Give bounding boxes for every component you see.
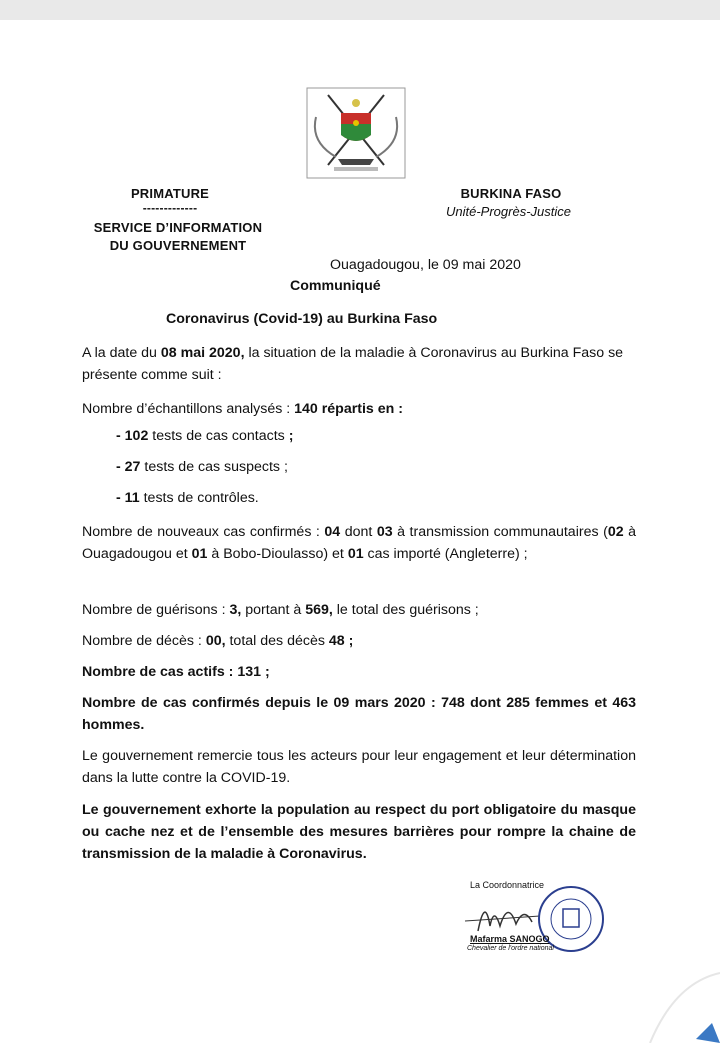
primature-label: PRIMATURE (130, 186, 210, 201)
text-fragment: dont (340, 524, 377, 540)
bullet-text: tests de cas contacts (148, 428, 289, 444)
signatory-name: Mafarma SANOGO (470, 934, 550, 944)
bullet-end: ; (288, 428, 294, 444)
intro-paragraph (82, 342, 636, 386)
service-label: SERVICE D’INFORMATION (93, 220, 263, 235)
date-line: Ouagadougou, le 09 mai 2020 (330, 257, 521, 273)
text-fragment: Nombre de guérisons : (82, 602, 230, 618)
text-fragment: le total des guérisons ; (332, 602, 479, 618)
bullet-dash: - (116, 459, 125, 475)
active-cases-line: Nombre de cas actifs : 131 ; (82, 664, 270, 680)
signature-role: La Coordonnatrice (470, 880, 545, 890)
text-fragment: portant à (241, 602, 306, 618)
text-fragment: à Ouagadougou et (82, 524, 637, 562)
number-fragment: 03 (376, 524, 393, 540)
samples-line (82, 398, 636, 420)
samples-label: Nombre d’échantillons analysés : (82, 401, 295, 417)
list-item (116, 428, 293, 444)
text-fragment: à Bobo-Dioulasso) et (207, 546, 348, 562)
text-fragment: cas importé (Angleterre) ; (363, 546, 528, 562)
number-fragment: 01 (347, 546, 364, 562)
intro-text-c: la situation de la maladie à Coronavirus au Burkina Faso se présente comme suit : (82, 345, 624, 383)
number-fragment: 01 (191, 546, 208, 562)
text-fragment: total des décès (225, 633, 329, 649)
bullet-text: tests de contrôles. (139, 490, 259, 506)
coat-of-arms-icon (306, 87, 406, 179)
signatory-title: Chevalier de l'ordre national (467, 945, 554, 952)
number-fragment: 3, (229, 602, 242, 618)
number-fragment: 48 ; (328, 633, 354, 649)
thanks-paragraph: Le gouvernement remercie tous les acteurs pour leur engagement et leur détermination dans la lutte contre la COVID-19. (82, 748, 636, 786)
motto-label: Unité-Progrès-Justice (446, 204, 571, 219)
number-fragment: 00, (205, 633, 226, 649)
bullet-number: 11 (124, 490, 140, 506)
bullet-number: 27 (124, 459, 141, 475)
number-fragment: 02 (607, 524, 624, 540)
number-fragment: 569, (305, 602, 333, 618)
page-curl-decoration (620, 963, 720, 1043)
new-cases-paragraph (82, 521, 636, 565)
bullet-number: 102 (124, 428, 149, 444)
intro-date: 08 mai 2020, (160, 345, 245, 361)
number-fragment: 04 (324, 524, 341, 540)
intro-text-a: A la date du (82, 345, 161, 361)
subject-line: Coronavirus (Covid-19) au Burkina Faso (166, 311, 438, 327)
samples-count: 140 répartis en : (294, 401, 403, 417)
bullet-dash: - (116, 428, 125, 444)
bullet-text: tests de cas suspects ; (140, 459, 288, 475)
exhort-paragraph: Le gouvernement exhorte la population au respect du port obligatoire du masque ou cache nez et de l’ensemble des mesures barrières pour rompre la chaine de transmission de la maladie à Coronavirus. (82, 802, 636, 862)
text-fragment: Nombre de décès : (82, 633, 206, 649)
country-label: BURKINA FASO (460, 186, 562, 201)
document-type: Communiqué (290, 278, 381, 294)
list-item (116, 490, 259, 506)
government-label: DU GOUVERNEMENT (109, 238, 247, 253)
confirmed-total-paragraph: Nombre de cas confirmés depuis le 09 mars 2020 : 748 dont 285 femmes et 463 hommes. (82, 695, 636, 733)
top-bar (0, 0, 720, 20)
header-separator: ------------- (142, 201, 198, 215)
text-fragment: à transmission communautaires ( (392, 524, 608, 540)
recoveries-line (82, 599, 636, 621)
text-fragment: Nombre de nouveaux cas confirmés : (82, 524, 325, 540)
bullet-dash: - (116, 490, 125, 506)
list-item (116, 459, 288, 475)
deaths-line (82, 630, 636, 652)
